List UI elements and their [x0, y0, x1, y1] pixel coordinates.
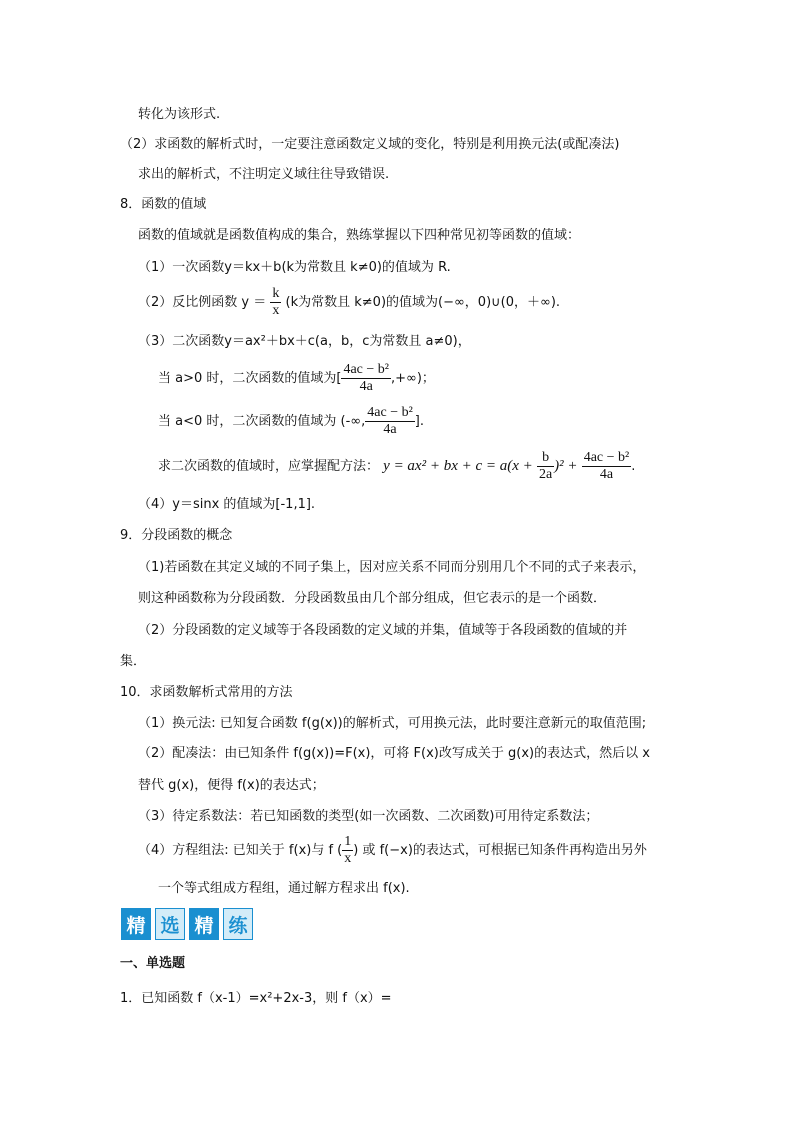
banner-char: 精: [189, 908, 219, 940]
text-line: （1）一次函数y＝kx＋b(k为常数且 k≠0)的值域为 R.: [138, 260, 451, 275]
text-fragment: （4）方程组法: 已知关于 f(x)与 f (: [138, 843, 343, 858]
text-line: （2）配凑法：由已知条件 f(g(x))=F(x)，可将 F(x)改写成关于 g(x)的表达式，然后以 x: [138, 746, 650, 761]
fraction: [341, 362, 391, 395]
text-line: （3）二次函数y＝ax²＋bx＋c(a，b，c为常数且 a≠0)，: [138, 334, 471, 349]
fraction: [582, 450, 632, 483]
text-line: （1）换元法: 已知复合函数 f(g(x))的解析式，可用换元法，此时要注意新元的取值范围;: [138, 716, 647, 731]
text-line: 则这种函数称为分段函数．分段函数虽由几个部分组成，但它表示的是一个函数．: [138, 591, 607, 606]
denominator: x: [272, 303, 280, 318]
formula-line: [138, 286, 560, 320]
text-line: 转化为该形式.: [138, 107, 221, 122]
numerator: b: [537, 450, 554, 467]
text-fragment: ].: [414, 414, 425, 429]
math-expression: y = ax² + bx + c = a(x +: [383, 458, 533, 474]
text-line: 一个等式组成方程组，通过解方程求出 f(x).: [158, 881, 410, 896]
section-title: 一、单选题: [120, 956, 186, 971]
numerator: k: [272, 286, 280, 301]
text-line: （1)若函数在其定义域的不同子集上，因对应关系不同而分别用几个不同的式子来表示，: [138, 560, 646, 575]
numerator: 4ac − b²: [343, 362, 389, 377]
formula-line: [138, 833, 647, 869]
text-fragment: （2）反比例函数 y ＝: [138, 295, 267, 310]
text-fragment: ) 或 f(−x)的表达式，可根据已知条件再构造出另外: [353, 843, 647, 858]
text-line: （4）y＝sinx 的值域为[-1,1].: [138, 497, 316, 512]
banner-char: 练: [223, 908, 253, 940]
text-line: 集．: [120, 654, 147, 669]
denominator: 4a: [383, 422, 397, 437]
formula-line: [158, 405, 424, 439]
formula-line: [158, 362, 435, 396]
text-line: （2）求函数的解析式时，一定要注意函数定义域的变化，特别是利用换元法(或配凑法): [120, 137, 620, 152]
text-fragment: ,+∞)；: [391, 371, 435, 386]
text-line: 函数的值域就是函数值构成的集合，熟练掌握以下四种常见初等函数的值域：: [138, 228, 581, 243]
fraction: [365, 405, 415, 438]
text-fragment: (k为常数且 k≠0)的值域为(−∞，0)∪(0，＋∞).: [285, 295, 561, 310]
question-1: 1．已知函数 f（x-1）=x²+2x-3，则 f（x）=: [120, 991, 392, 1006]
numerator: 1: [344, 834, 352, 849]
denominator: 2a: [538, 467, 553, 482]
numerator: 4ac − b²: [583, 450, 630, 465]
section-heading-9: 9．分段函数的概念: [120, 528, 233, 543]
text-line: 替代 g(x)，便得 f(x)的表达式；: [138, 778, 325, 793]
math-expression: )² +: [554, 458, 578, 474]
denominator: 4a: [359, 379, 373, 394]
banner-char: 选: [155, 908, 185, 940]
formula-line: 求二次函数的值域时，应掌握配方法： y = ax² + bx + c = a(x + $\frac{b}{2a}$ )² + $\frac{\text{4ac − b²}}{4a}$ .: [158, 450, 636, 482]
section-heading-8: 8．函数的值域: [120, 197, 207, 212]
numerator: 4ac − b²: [367, 405, 413, 420]
banner-char: 精: [121, 908, 151, 940]
text-line: 求出的解析式，不注明定义域往往导致错误.: [138, 167, 390, 182]
text-line: （2）分段函数的定义域等于各段函数的定义域的并集，值域等于各段函数的值域的并: [138, 623, 628, 638]
text-fragment: 当 a>0 时，二次函数的值域为[: [158, 371, 342, 386]
text-fragment: 当 a<0 时，二次函数的值域为 (-∞,: [158, 414, 366, 429]
fraction: [342, 834, 353, 867]
denominator: x: [344, 851, 352, 866]
text-line: （3）待定系数法：若已知函数的类型(如一次函数、二次函数)可用待定系数法；: [138, 809, 599, 824]
fraction: [270, 286, 281, 319]
section-heading-10: 10．求函数解析式常用的方法: [120, 685, 293, 700]
fraction: [537, 450, 554, 483]
text-fragment: 求二次函数的值域时，应掌握配方法：: [158, 459, 380, 474]
denominator: 4a: [599, 467, 614, 482]
